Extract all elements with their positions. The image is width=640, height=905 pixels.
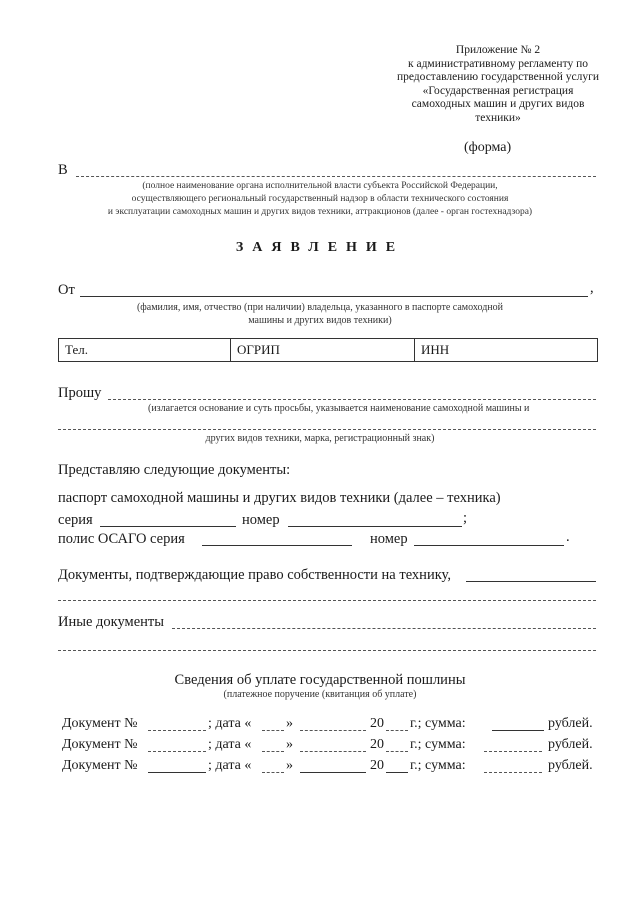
form-label: (форма): [464, 140, 512, 155]
passport-number-field[interactable]: [288, 526, 462, 527]
to-field-line[interactable]: [76, 176, 596, 177]
appendix-line: предоставлению государственной услуги: [396, 71, 600, 83]
request-hint-1: (излагается основание и суть просьбы, указывается наименование самоходной машины и: [148, 403, 530, 414]
request-field-line-1[interactable]: [108, 399, 596, 400]
payment-sum-label: г.; сумма:: [410, 716, 466, 731]
ownership-field-1[interactable]: [466, 581, 596, 582]
payment-sum-label: г.; сумма:: [410, 737, 466, 752]
osago-period: .: [566, 529, 570, 545]
osago-number-label: номер: [370, 531, 408, 547]
request-hint-2: других видов техники, марка, регистрационный знак): [205, 433, 435, 444]
payment-date-label: ; дата «: [208, 716, 252, 731]
passport-line: паспорт самоходной машины и других видов техники (далее – техника): [58, 490, 501, 506]
request-field-line-2[interactable]: [58, 429, 596, 430]
request-prefix: Прошу: [58, 385, 102, 401]
payment-quote: »: [286, 737, 293, 752]
semicolon: ;: [463, 510, 468, 526]
payment-doc-number-field[interactable]: [148, 730, 206, 731]
payment-year-label: 20: [370, 737, 384, 752]
payment-date-label: ; дата «: [208, 737, 252, 752]
payment-day-field[interactable]: [262, 772, 284, 773]
phone-field[interactable]: [59, 339, 231, 361]
payment-currency: рублей.: [548, 758, 593, 773]
ogrip-field[interactable]: [231, 339, 415, 361]
from-prefix: От: [58, 282, 75, 298]
payment-month-field[interactable]: [300, 772, 366, 773]
osago-label: полис ОСАГО серия: [58, 531, 185, 547]
payment-quote: »: [286, 758, 293, 773]
documents-heading: Представляю следующие документы:: [58, 462, 291, 478]
to-hint-2: осуществляющего региональный государственный надзор в области технического состояния: [131, 194, 509, 204]
number-label: номер: [242, 512, 280, 528]
phone-label: Тел.: [65, 342, 88, 357]
from-field-line[interactable]: [80, 296, 588, 297]
other-docs-field-1[interactable]: [172, 628, 596, 629]
from-suffix: ,: [590, 280, 594, 296]
payment-doc-label: Документ №: [62, 716, 138, 731]
payment-sum-field[interactable]: [484, 772, 542, 773]
to-hint-3: и эксплуатации самоходных машин и других видов техники, аттракционов (далее - орган гостехнадзора): [107, 207, 533, 217]
payment-sum-label: г.; сумма:: [410, 758, 466, 773]
payment-year-field[interactable]: [386, 730, 408, 731]
appendix-line: Приложение № 2: [455, 44, 541, 56]
appendix-line: техники»: [475, 111, 521, 124]
ownership-label: Документы, подтверждающие право собственности на технику,: [58, 567, 451, 583]
payment-year-label: 20: [370, 758, 384, 773]
payment-currency: рублей.: [548, 737, 593, 752]
payment-currency: рублей.: [548, 716, 593, 731]
payment-year-field[interactable]: [386, 751, 408, 752]
appendix-line: к административному регламенту по: [408, 57, 588, 70]
inn-label: ИНН: [421, 342, 450, 357]
payment-doc-label: Документ №: [62, 737, 138, 752]
other-docs-label: Иные документы: [58, 614, 165, 630]
payment-doc-number-field[interactable]: [148, 772, 206, 773]
ogrip-label: ОГРИП: [237, 342, 280, 357]
to-hint-1: (полное наименование органа исполнительной власти субъекта Российской Федерации,: [142, 181, 498, 191]
series-field[interactable]: [100, 526, 236, 527]
payment-day-field[interactable]: [262, 751, 284, 752]
payment-heading: Сведения об уплате государственной пошлины: [174, 672, 466, 688]
inn-field[interactable]: [415, 339, 597, 361]
payment-year-label: 20: [370, 716, 384, 731]
osago-series-field[interactable]: [202, 545, 352, 546]
from-hint-2: машины и других видов техники): [248, 315, 392, 326]
payment-day-field[interactable]: [262, 730, 284, 731]
appendix-line: самоходных машин и других видов: [411, 98, 585, 110]
document-title: ЗАЯВЛЕНИЕ: [235, 240, 405, 255]
from-hint-1: (фамилия, имя, отчество (при наличии) владельца, указанного в паспорте самоходной: [136, 302, 504, 313]
payment-date-label: ; дата «: [208, 758, 252, 773]
payment-year-field[interactable]: [386, 772, 408, 773]
payment-quote: »: [286, 716, 293, 731]
payment-doc-number-field[interactable]: [148, 751, 206, 752]
appendix-block: [388, 44, 608, 125]
payment-month-field[interactable]: [300, 751, 366, 752]
payment-sum-field[interactable]: [492, 730, 544, 731]
other-docs-field-2[interactable]: [58, 650, 596, 651]
contact-row: [58, 338, 598, 362]
to-prefix: В: [58, 162, 68, 178]
ownership-field-2[interactable]: [58, 600, 596, 601]
series-label: серия: [58, 512, 93, 528]
payment-sum-field[interactable]: [484, 751, 542, 752]
osago-number-field[interactable]: [414, 545, 564, 546]
appendix-line: «Государственная регистрация: [422, 84, 574, 97]
payment-subheading: (платежное поручение (квитанция об уплате): [223, 689, 417, 700]
payment-doc-label: Документ №: [62, 758, 138, 773]
payment-month-field[interactable]: [300, 730, 366, 731]
